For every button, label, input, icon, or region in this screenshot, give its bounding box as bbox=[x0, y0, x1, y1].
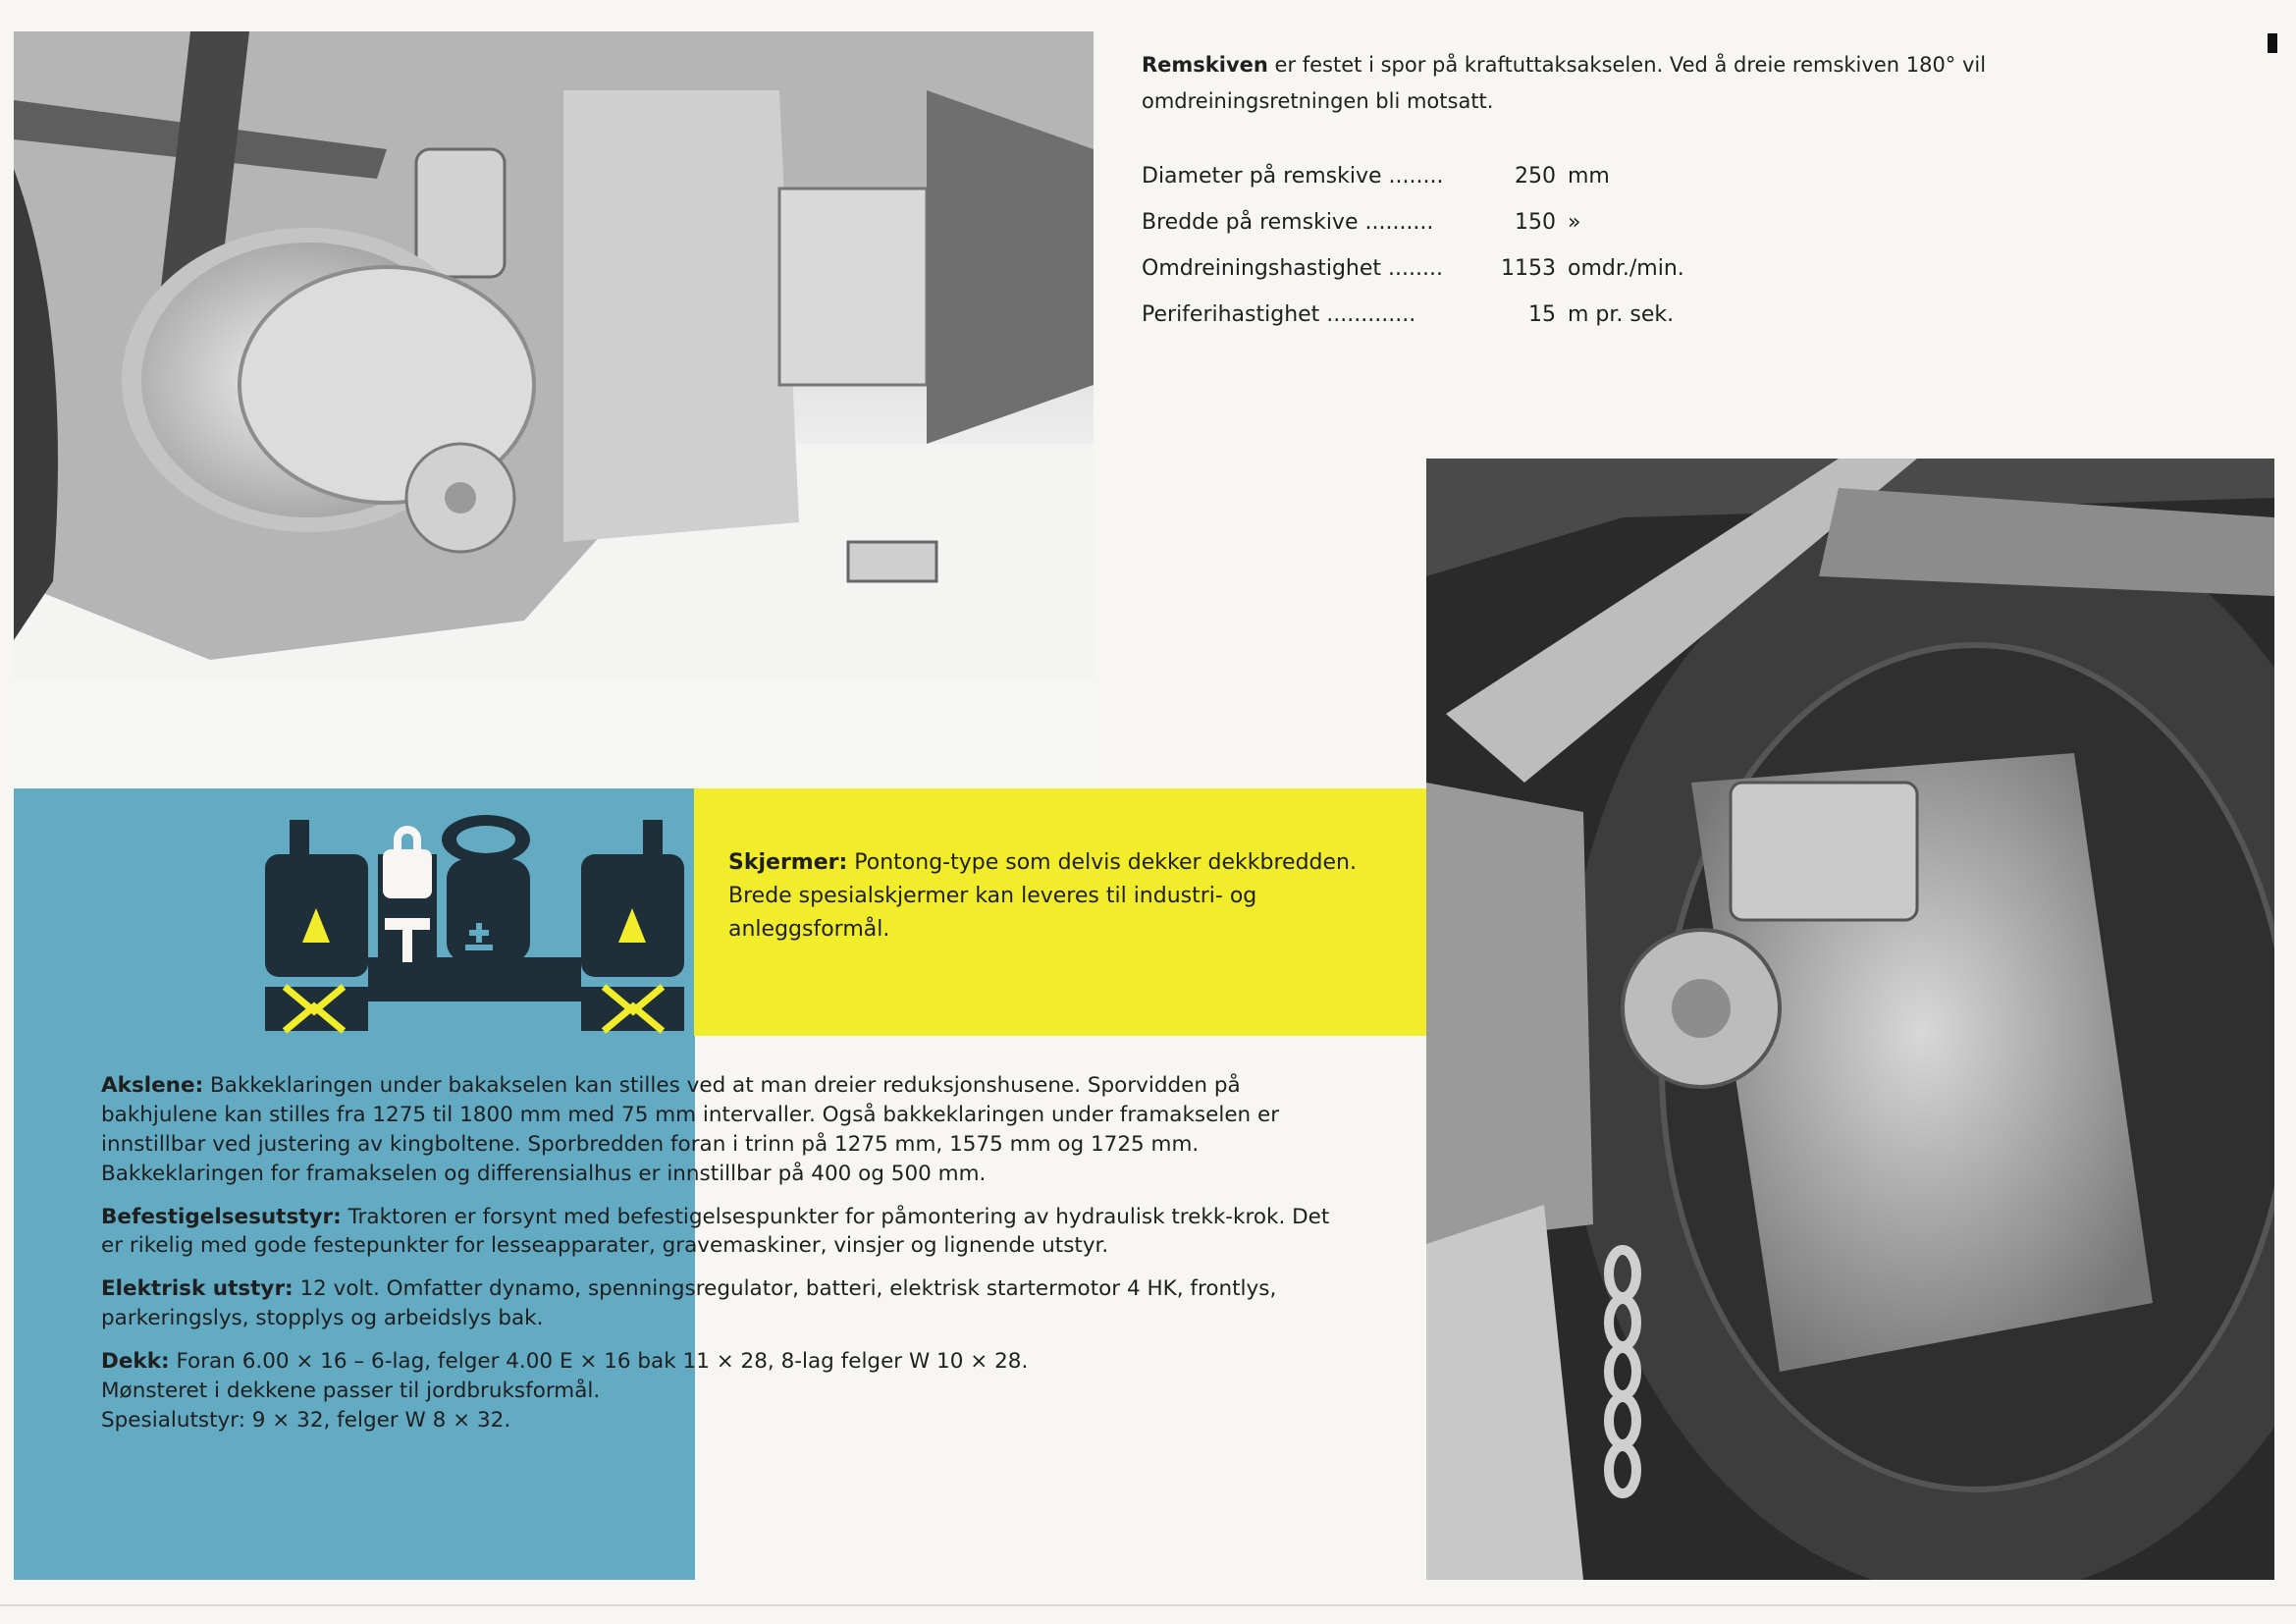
spec-value: 150 bbox=[1515, 210, 1556, 235]
spec-label: Omdreiningshastighet ........ bbox=[1142, 256, 1443, 281]
belt-pulley-photo bbox=[14, 31, 1094, 795]
electrical-text: 12 volt. Omfatter dynamo, spenningsregulator, batteri, elektrisk startermotor 4 HK, frontlys, parkeringslys, stopplys og arbeidslys bak. bbox=[101, 1276, 1277, 1331]
axles-text: Bakkeklaringen under bakakselen kan stilles ved at man dreier reduksjonshusene. Sporvidden på bakhjulene kan stilles fra 1275 til 1800 mm med 75 mm intervaller. Også bakkeklaringen under framakselen er innstillbar ved justering av kingboltene. Sporbredden foran i trinn på 1275 mm, 1575 mm og 1725 mm. Bakkeklaringen for framakselen og differensialhus er innstillbar på 400 og 500 mm. bbox=[101, 1073, 1280, 1186]
spec-label: Diameter på remskive ........ bbox=[1142, 164, 1444, 189]
corner-mark bbox=[2268, 33, 2277, 53]
spec-label: Periferihastighet ............. bbox=[1142, 302, 1416, 327]
intro-lead: Remskiven bbox=[1142, 53, 1268, 77]
fenders-text: Pontong-type som delvis dekker dekkbredden. Brede spesialskjermer kan leveres til industri- og anleggsformål. bbox=[728, 850, 1357, 943]
axles-paragraph bbox=[101, 1071, 1338, 1189]
spec-row-rotation-speed bbox=[1142, 245, 1684, 292]
tractor-rear-diagram-icon bbox=[265, 810, 687, 1051]
spec-unit: m pr. sek. bbox=[1568, 302, 1675, 327]
spec-unit: omdr./min. bbox=[1568, 256, 1684, 281]
spec-row-width bbox=[1142, 199, 1684, 245]
spec-value: 250 bbox=[1515, 164, 1556, 189]
intro-paragraph bbox=[1142, 47, 2123, 120]
spec-unit: » bbox=[1568, 210, 1581, 235]
intro-text: er festet i spor på kraftuttaksakselen. Ved å dreie remskiven 180° vil omdreiningsretningen bli motsatt. bbox=[1142, 53, 1987, 113]
axles-lead: Akslene: bbox=[101, 1073, 204, 1098]
spec-value: 15 bbox=[1528, 302, 1556, 327]
spec-value: 1153 bbox=[1501, 256, 1556, 281]
spec-label: Bredde på remskive .......... bbox=[1142, 210, 1434, 235]
reduction-housing-photo bbox=[1426, 459, 2274, 1580]
spec-row-diameter bbox=[1142, 153, 1684, 199]
body-text bbox=[101, 1071, 1338, 1449]
fenders-lead: Skjermer: bbox=[728, 850, 848, 875]
tires-paragraph bbox=[101, 1347, 1338, 1435]
fastening-lead: Befestigelsesutstyr: bbox=[101, 1204, 342, 1229]
spec-row-peripheral-speed bbox=[1142, 292, 1684, 338]
pulley-spec-table bbox=[1142, 153, 1684, 338]
tires-lead: Dekk: bbox=[101, 1349, 170, 1374]
fastening-text: Traktoren er forsynt med befestigelsespunkter for påmontering av hydraulisk trekk-krok. Det er rikelig med gode festepunkter for lesseapparater, gravemaskiner, vinsjer og lignende utstyr. bbox=[101, 1204, 1330, 1259]
tires-line1: Foran 6.00 × 16 – 6-lag, felger 4.00 E × 16 bak 11 × 28, 8-lag felger W 10 × 28. bbox=[169, 1349, 1029, 1374]
fastening-paragraph bbox=[101, 1203, 1338, 1262]
fenders-paragraph bbox=[728, 846, 1406, 947]
bottom-rule bbox=[0, 1604, 2296, 1606]
spec-unit: mm bbox=[1568, 164, 1610, 189]
tires-line3: Spesialutstyr: 9 × 32, felger W 8 × 32. bbox=[101, 1407, 511, 1433]
tires-line2: Mønsteret i dekkene passer til jordbruksformål. bbox=[101, 1378, 601, 1403]
electrical-lead: Elektrisk utstyr: bbox=[101, 1276, 294, 1302]
electrical-paragraph bbox=[101, 1274, 1338, 1333]
